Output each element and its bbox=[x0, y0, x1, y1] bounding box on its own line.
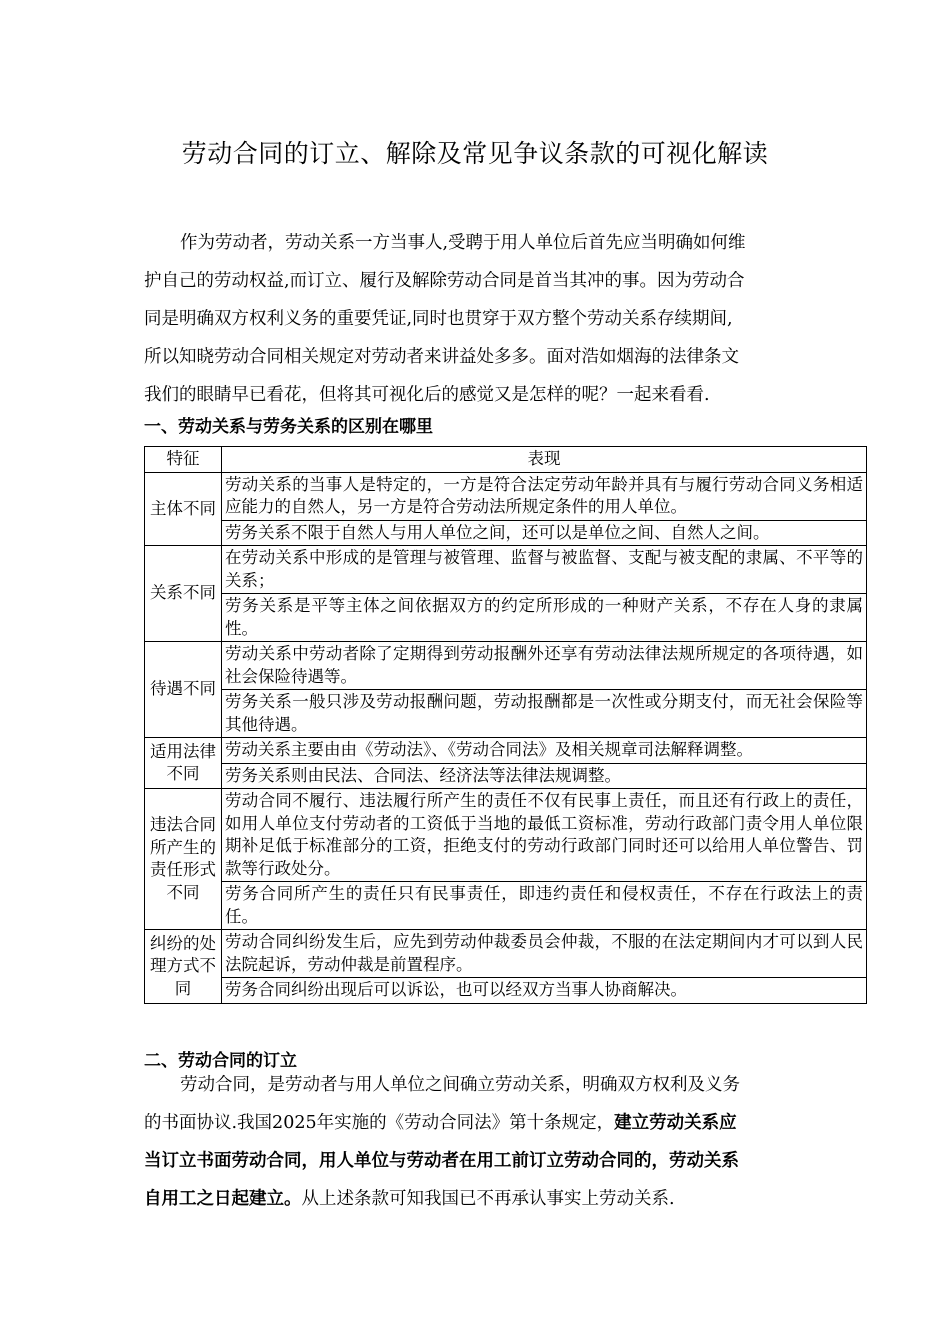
table-row bbox=[145, 642, 867, 690]
description-cell: 劳动合同不履行、违法履行所产生的责任不仅有民事上责任，而且还有行政上的责任，如用人单位支付劳动者的工资低于当地的最低工资标准，劳动行政部门责令用人单位限期补足低于标准部分的工资，拒绝支付的劳动行政部门同时还可以给用人单位警告、罚款等行政处分。 bbox=[222, 789, 867, 882]
section2-heading: 二、劳动合同的订立 bbox=[144, 1051, 297, 1071]
section2-paragraph bbox=[144, 1066, 824, 1218]
plain-text: 从上述条款可知我国已不再承认事实上劳动关系. bbox=[301, 1189, 675, 1209]
feature-cell: 待遇不同 bbox=[145, 642, 222, 738]
table-row bbox=[145, 472, 867, 520]
feature-cell: 主体不同 bbox=[145, 472, 222, 546]
description-cell: 劳务合同纠纷出现后可以诉讼，也可以经双方当事人协商解决。 bbox=[222, 978, 867, 1004]
table-row bbox=[145, 520, 867, 546]
intro-line: 同是明确双方权利义务的重要凭证,同时也贯穿于双方整个劳动关系存续期间, bbox=[144, 309, 733, 329]
intro-line: 作为劳动者，劳动关系一方当事人,受聘于用人单位后首先应当明确如何维 bbox=[180, 233, 746, 253]
plain-text: 的书面协议.我国2025年实施的《劳动合同法》第十条规定， bbox=[144, 1113, 615, 1133]
table-row bbox=[145, 546, 867, 594]
feature-cell: 纠纷的处理方式不同 bbox=[145, 930, 222, 1004]
description-cell: 劳动关系主要由由《劳动法》、《劳动合同法》及相关规章司法解释调整。 bbox=[222, 738, 867, 764]
section1-heading: 一、劳动关系与劳务关系的区别在哪里 bbox=[144, 417, 433, 437]
bold-text: 自用工之日起建立。 bbox=[144, 1189, 302, 1209]
section2-line bbox=[144, 1104, 824, 1142]
table-header-row bbox=[145, 447, 867, 473]
table-row bbox=[145, 882, 867, 930]
table-row bbox=[145, 594, 867, 642]
description-cell: 劳务关系一般只涉及劳动报酬问题，劳动报酬都是一次性或分期支付，而无社会保险等其他待遇。 bbox=[222, 690, 867, 738]
description-cell: 劳务关系不限于自然人与用人单位之间，还可以是单位之间、自然人之间。 bbox=[222, 520, 867, 546]
description-cell: 劳务合同所产生的责任只有民事责任，即违约责任和侵权责任，不存在行政法上的责任。 bbox=[222, 882, 867, 930]
section2-line: 劳动合同，是劳动者与用人单位之间确立劳动关系，明确双方权利及义务 bbox=[180, 1075, 740, 1095]
section2-line: 当订立书面劳动合同，用人单位与劳动者在用工前订立劳动合同的，劳动关系 bbox=[144, 1151, 739, 1171]
feature-cell: 违法合同所产生的责任形式不同 bbox=[145, 789, 222, 930]
table-row bbox=[145, 930, 867, 978]
table-row bbox=[145, 789, 867, 882]
comparison-table bbox=[144, 446, 867, 1004]
section2-line bbox=[144, 1180, 824, 1218]
feature-cell: 关系不同 bbox=[145, 546, 222, 642]
table-row bbox=[145, 738, 867, 764]
header-feature: 特征 bbox=[145, 447, 222, 473]
description-cell: 劳务关系是平等主体之间依据双方的约定所形成的一种财产关系，不存在人身的隶属性。 bbox=[222, 594, 867, 642]
intro-paragraph bbox=[144, 224, 824, 414]
table-row bbox=[145, 690, 867, 738]
intro-line: 护自己的劳动权益,而订立、履行及解除劳动合同是首当其冲的事。因为劳动合 bbox=[144, 271, 745, 291]
description-cell: 劳务关系则由民法、合同法、经济法等法律法规调整。 bbox=[222, 763, 867, 789]
header-description: 表现 bbox=[222, 447, 867, 473]
intro-line: 所以知晓劳动合同相关规定对劳动者来讲益处多多。面对浩如烟海的法律条文 bbox=[144, 347, 739, 367]
description-cell: 劳动关系的当事人是特定的，一方是符合法定劳动年龄并具有与履行劳动合同义务相适应能力的自然人，另一方是符合劳动法所规定条件的用人单位。 bbox=[222, 472, 867, 520]
table-row bbox=[145, 978, 867, 1004]
intro-line: 我们的眼睛早已看花，但将其可视化后的感觉又是怎样的呢？一起来看看. bbox=[144, 385, 710, 405]
table-row bbox=[145, 763, 867, 789]
bold-text: 建立劳动关系应 bbox=[614, 1113, 737, 1133]
document-title: 劳动合同的订立、解除及常见争议条款的可视化解读 bbox=[181, 139, 769, 168]
feature-cell: 适用法律不同 bbox=[145, 738, 222, 789]
description-cell: 劳动关系中劳动者除了定期得到劳动报酬外还享有劳动法律法规所规定的各项待遇，如社会保险待遇等。 bbox=[222, 642, 867, 690]
description-cell: 劳动合同纠纷发生后，应先到劳动仲裁委员会仲裁，不服的在法定期间内才可以到人民法院起诉，劳动仲裁是前置程序。 bbox=[222, 930, 867, 978]
description-cell: 在劳动关系中形成的是管理与被管理、监督与被监督、支配与被支配的隶属、不平等的关系； bbox=[222, 546, 867, 594]
